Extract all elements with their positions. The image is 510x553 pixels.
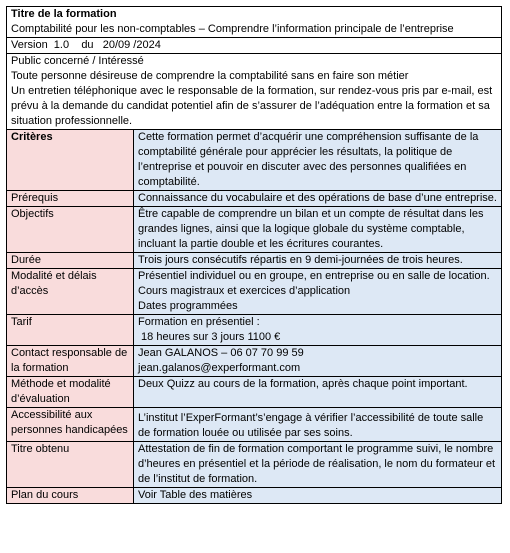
- table-row: [7, 269, 502, 315]
- version-text: Version 1.0 du 20/09 /2024: [11, 39, 161, 51]
- row-label: Prérequis: [7, 191, 134, 207]
- public-label: Public concerné / Intéressé: [11, 55, 144, 67]
- row-value: [134, 315, 502, 346]
- contact-phone: Jean GALANOS – 06 07 70 99 59: [138, 347, 304, 359]
- table-row: [7, 315, 502, 346]
- row-value: [134, 346, 502, 377]
- row-label: Accessibilité aux personnes handicapées: [7, 408, 134, 442]
- row-value: [134, 269, 502, 315]
- table-row: [7, 346, 502, 377]
- row-value: Cette formation permet d’acquérir une compréhension suffisante de la comptabilité générale pour apprécier les résultats, la politique de l’entreprise et pouvoir en discuter avec des personnes qualifiées en comptabilité.: [134, 130, 502, 191]
- row-label: Contact responsable de la formation: [7, 346, 134, 377]
- table-row: [7, 442, 502, 488]
- public-block: [6, 53, 502, 130]
- interview-text: Un entretien téléphonique avec le responsable de la formation, sur rendez-vous pris par e-mail, est prévu à la demande du candidat potentiel afin de s’assurer de l’adéquation entre la formation et sa situation professionnelle.: [11, 85, 493, 127]
- row-value: Deux Quizz au cours de la formation, après chaque point important.: [134, 377, 502, 408]
- table-row: [7, 253, 502, 269]
- info-table: [6, 130, 502, 504]
- row-label: Modalité et délais d’accès: [7, 269, 134, 315]
- price-label: Formation en présentiel :: [138, 316, 260, 328]
- access-dates: Dates programmées: [138, 300, 238, 312]
- table-row: [7, 377, 502, 408]
- training-sheet: [6, 6, 502, 504]
- section-title: Titre de la formation: [11, 8, 117, 20]
- row-label: Méthode et modalité d’évaluation: [7, 377, 134, 408]
- row-label: Tarif: [7, 315, 134, 346]
- row-value: Connaissance du vocabulaire et des opérations de base d’une entreprise.: [134, 191, 502, 207]
- table-row: [7, 130, 502, 191]
- row-label: Durée: [7, 253, 134, 269]
- version-block: [6, 37, 502, 53]
- row-value: L’institut l’ExperFormant’s’engage à vérifier l’accessibilité de toute salle de formation louée ou utilisée par ses soins.: [134, 408, 502, 442]
- public-text: Toute personne désireuse de comprendre la comptabilité sans en faire son métier: [11, 70, 409, 82]
- row-value: Voir Table des matières: [134, 488, 502, 504]
- table-row: [7, 488, 502, 504]
- row-label: Objectifs: [7, 207, 134, 253]
- table-row: [7, 207, 502, 253]
- row-value: Trois jours consécutifs répartis en 9 demi-journées de trois heures.: [134, 253, 502, 269]
- table-row: [7, 408, 502, 442]
- row-label: Critères: [7, 130, 134, 191]
- title-block: [6, 6, 502, 37]
- access-text: Présentiel individuel ou en groupe, en entreprise ou en salle de location. Cours magistraux et exercices d’application: [138, 270, 490, 297]
- row-label: Plan du cours: [7, 488, 134, 504]
- price-amount: 18 heures sur 3 jours 1100 €: [138, 331, 281, 343]
- row-value: Être capable de comprendre un bilan et un compte de résultat dans les grandes lignes, ainsi que la logique globale du système comptable, incluant la partie double et les écritures courantes.: [134, 207, 502, 253]
- row-value: Attestation de fin de formation comportant le programme suivi, le nombre d’heures en présentiel et la période de réalisation, le nom du formateur et de l’institut de formation.: [134, 442, 502, 488]
- row-label: Titre obtenu: [7, 442, 134, 488]
- course-title: Comptabilité pour les non-comptables – Comprendre l’information principale de l’entreprise: [11, 23, 454, 35]
- table-row: [7, 191, 502, 207]
- contact-email[interactable]: jean.galanos@experformant.com: [138, 362, 301, 374]
